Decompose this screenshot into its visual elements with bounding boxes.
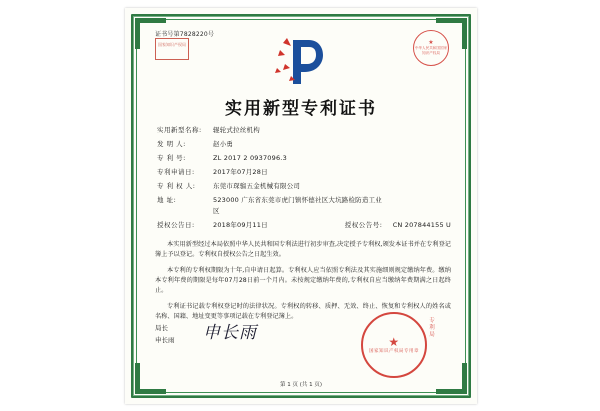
field-label: 地 址: <box>157 196 177 204</box>
field-value: 2018年09月11日 <box>213 221 268 229</box>
field-label: 专 利 号: <box>157 154 186 162</box>
field-value: 辊轮式拉丝机构 <box>213 126 260 134</box>
stamp-top-left: 国家知识产权局 <box>155 38 189 60</box>
page-footer: 第 1 页 (共 1 页) <box>279 382 323 388</box>
cnipa-patent-logo-icon <box>125 34 477 92</box>
body-paragraph-3: 专利证书记载专利权登记时的法律状况。专利权的转移、质押、无效、终止、恢复和专利权人的姓名或名称、国籍、地址变更等事项记载在专利登记簿上。 <box>155 303 451 320</box>
grant-number-group <box>345 221 451 230</box>
field-value: 东莞市琛骝五金机械有限公司 <box>213 182 301 190</box>
field-value: CN 207844155 U <box>392 221 451 229</box>
stamp-side-text: 专利局 <box>429 318 435 338</box>
signature-name-label: 申长雨 <box>155 336 175 344</box>
field-row-address <box>157 196 451 205</box>
field-row-patentee <box>157 182 451 191</box>
star-icon: ★ <box>428 39 434 46</box>
field-row-inventor <box>157 140 451 149</box>
field-label: 专利申请日: <box>157 168 195 176</box>
handwritten-signature: 申长雨 <box>203 323 257 343</box>
field-row-grant-announcement <box>157 221 451 230</box>
star-icon: ★ <box>388 334 400 349</box>
field-label: 授权公告号: <box>344 221 383 229</box>
field-label: 发 明 人: <box>157 140 186 148</box>
field-value-address-continued: 区 <box>213 207 220 215</box>
field-row-utility-model-name <box>157 126 451 135</box>
field-row-application-date <box>157 168 451 177</box>
certificate-number: 证书号第7828220号 <box>155 31 215 38</box>
field-label: 实用新型名称: <box>157 126 202 134</box>
body-paragraph-1: 本实用新型经过本局依照中华人民共和国专利法进行初步审查,决定授予专利权,颁发本证书并在专利登记簿上予以登记。专利权自授权公告之日起生效。 <box>155 241 451 258</box>
page-title: 实用新型专利证书 <box>225 99 377 119</box>
stamp-main-text: 国家知识产权局专用章 <box>369 348 419 354</box>
stamp-top-right-text: 中华人民共和国国家知识产权局 <box>414 46 448 55</box>
grant-date-group <box>157 221 268 230</box>
field-label: 授权公告日: <box>157 221 195 229</box>
field-value: ZL 2017 2 0937096.3 <box>213 154 287 162</box>
signature-labels <box>155 322 175 346</box>
field-value: 赵小勇 <box>213 140 234 148</box>
stamp-text <box>369 336 419 355</box>
signature-area <box>155 316 451 370</box>
body-paragraph-2: 本专利的专利权期限为十年,自申请日起算。专利权人应当依照专利法及其实施细则规定缴纳年费。缴纳本专利年费的期限是每年07月28日前一个月内。未按规定缴纳年费的,专利权自应当缴纳年费期满之日起终止。 <box>155 267 451 294</box>
field-value: 2017年07月28日 <box>213 168 268 176</box>
field-value: 523000 广东省东莞市虎门镇怀德社区大坑路检防造工业 <box>213 196 382 204</box>
patent-certificate-document <box>125 8 477 404</box>
field-row-patent-number <box>157 154 451 163</box>
certificate-fields <box>157 126 451 235</box>
official-red-stamp <box>361 312 427 378</box>
signature-title-label: 局长 <box>155 324 168 332</box>
field-label: 专 利 权 人: <box>157 182 196 190</box>
